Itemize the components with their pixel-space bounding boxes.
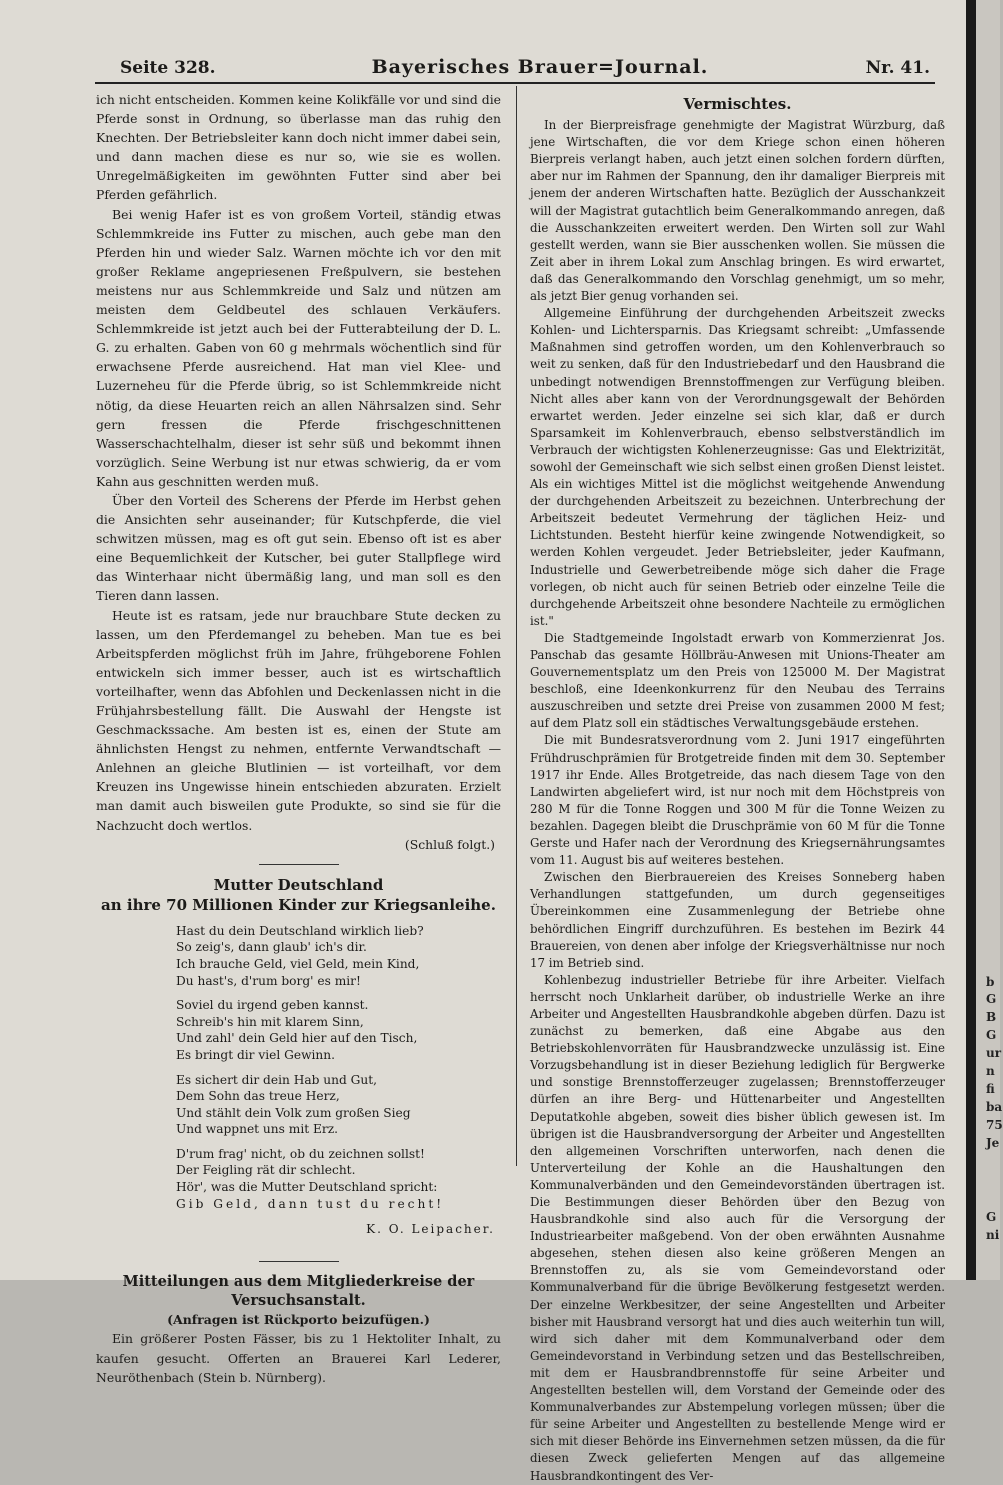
poem-line: Dem Sohn das treue Herz, [176,1089,340,1104]
poem-body [176,923,501,1213]
news-paragraph: In der Bierpreisfrage genehmigte der Magistrat Würzburg, daß jene Wirtschaften, die vor dem Kriege schon einen höheren Bierpreis verlangt haben, auch jetzt einen solchen fordern dürften, aber nur im Rahmen der Spannung, den ihr damaliger Bierpreis mit jenem der anderen Wirtschaften hatte. Bezüglich der Ausschankzeit will der Magistrat gutachtlich beim Generalkommando anregen, daß die Ausschankzeiten erweitert werden. Den Wirten soll zur Wahl gestellt werden, wann sie Bier ausschenken wollen. Sie müssen die Zeit aber in ihrem Lokal zum Anschlag bringen. Es wird erwartet, daß das Generalkommando den Vorschlag genehmigt, um so mehr, als jetzt Bier genug vorhanden sei. [530,118,945,304]
poem-line: Hör', was die Mutter Deutschland spricht: [176,1180,438,1195]
poem-line: Hast du dein Deutschland wirklich lieb? [176,923,424,938]
poem-line: D'rum frag' nicht, ob du zeichnen sollst! [176,1146,425,1161]
adjacent-page-fragment: G [986,992,997,1006]
poem-line: Und wappnet uns mit Erz. [176,1122,339,1137]
poem-author: K. O. Leipacher. [366,1222,495,1237]
poem-line: Es bringt dir viel Gewinn. [176,1047,335,1062]
right-column [530,90,945,1485]
adjacent-page-edge [976,0,1003,1280]
issue-number: Nr. 41. [865,58,930,78]
poem-line: Und stählt dein Volk zum großen Sieg [176,1105,411,1120]
section-divider [259,1261,339,1262]
article-paragraph: ich nicht entscheiden. Kommen keine Kolikfälle vor und sind die Pferde sonst in Ordnung, so überlasse man das ruhig den Knechten. Der Betriebsleiter kann doch nicht immer dabei sein, und dann machen diese es nur so, wie sie es wollen. Unregelmäßigkeiten im gewöhnten Futter sind aber bei Pferden gefährlich. [96,92,501,203]
news-paragraph: Die Stadtgemeinde Ingolstadt erwarb von Kommerzienrat Jos. Panschab das gesamte Höllbräu-Anwesen mit Unions-Theater am Gouvernementsplatz um den Preis von 125000 M. Der Magistrat beschloß, eine Ideenkonkurrenz für den Neubau des Terrains auszuschreiben und setzte drei Preise von zusammen 2000 M fest; auf dem Platz soll ein städtisches Verwaltungsgebäude erstehen. [530,630,945,731]
adjacent-page-fragment: fi [986,1082,995,1096]
news-paragraph: Kohlenbezug industrieller Betriebe für ihre Arbeiter. Vielfach herrscht noch Unklarheit darüber, ob industrielle Werke an ihre Arbeiter und Angestellten Hausbrandkohle abgeben dürfen. Dazu ist zunächst zu bemerken, daß eine Abgabe aus den Betriebskohlenvorräten für Hausbrandzwecke unzulässig ist. Eine Vorzugsbehandlung ist in dieser Beziehung lediglich für Bergwerke und sonstige Brennstofferzeuger zugelassen; Brennstofferzeuger dürfen an ihre Berg- und Hüttenarbeiter und Angestellten Deputatkohle abgeben, soweit dies bisher üblich gewesen ist. Im übrigen ist die Hausbrandversorgung der Arbeiter und Angestellten den allgemeinen Vorschriften unterworfen, nach denen die Unterverteilung der Kohle an die Haushaltungen den Kommunalverbänden und den Gemeindevorständen übertragen ist. Die Bestimmungen dieser Behörden über den Bezug von Hausbrandkohle sind also auch für die Versorgung der Industriearbeiter maßgebend. Von der oben erwähnten Ausnahme abgesehen, stehen diesen also keine größeren Mengen an Brennstoffen zu, als sie vom Gemeindevorstand oder Kommunalverband für die übrige Bevölkerung festgesetzt werden. Der einzelne Werkbesitzer, der seine Angestellten und Arbeiter bisher mit Hausbrand versorgt hat und dies auch weiterhin tun will, wird sich daher mit dem Kommunalverband oder dem Gemeindevorstand in Verbindung setzen und das Bestellschreiben, mit dem er Hausbrandbrennstoffe für seine Arbeiter und Angestellten bestellen will, dem Vorstand der Gemeinde oder des Kommunalverbandes zur Abstempelung vorlegen müssen; über die für seine Arbeiter und Angestellten zu bestellende Menge wird er sich mit dieser Behörde ins Einvernehmen setzen müssen, da die für diesen Zweck gelieferten Mengen auf das allgemeine Hausbrandkontingent des Ver- [530,972,945,1483]
poem-line: So zeig's, dann glaub' ich's dir. [176,940,367,955]
poem-title-line1: Mutter Deutschland [213,875,384,894]
adjacent-page-fragment: ur [986,1046,1002,1060]
header-rule [95,82,935,84]
adjacent-page-fragment: ba [986,1100,1003,1114]
adjacent-page-fragment: b [986,975,995,989]
poem-line: Soviel du irgend geben kannst. [176,998,369,1013]
members-section-subtitle: (Anfragen ist Rückporto beizufügen.) [167,1312,430,1328]
poem-line: Du hast's, d'rum borg' es mir! [176,973,361,988]
poem-line: Der Feigling rät dir schlecht. [176,1163,356,1178]
poem-line: Ich brauche Geld, viel Geld, mein Kind, [176,956,420,971]
poem-stanza [176,923,501,989]
news-paragraph: Zwischen den Bierbrauereien des Kreises Sonneberg haben Verhandlungen stattgefunden, um durch gegenseitiges Übereinkommen eine Zusammenlegung der Betriebe ohne behördlichen Eingriff durchzuführen. Es bestehen im Bezirk 44 Brauereien, von denen aber infolge der Kriegsverhältnisse nur noch 17 im Betrieb sind. [530,870,945,970]
section-title-vermischtes: Vermischtes. [683,95,792,113]
poem-title-line2: an ihre 70 Millionen Kinder zur Kriegsanleihe. [101,895,496,914]
poem-line: Gib Geld, dann tust du recht! [176,1196,445,1211]
adjacent-page-fragment: n [986,1064,995,1078]
article-paragraph: Über den Vorteil des Scherens der Pferde im Herbst gehen die Ansichten sehr auseinander; für Kutschpferde, die viel schwitzen müssen, mag es oft gut sein. Ebenso oft ist es aber eine Bequemlichkeit der Kutscher, bei guter Stallpflege wird das Winterhaar nicht übermäßig lang, und man soll es den Tieren dann lassen. [96,492,501,604]
page-number: Seite 328. [120,58,216,78]
poem-stanza [176,1072,501,1138]
article-paragraph: Bei wenig Hafer ist es von großem Vorteil, ständig etwas Schlemmkreide ins Futter zu mischen, auch gebe man den Pferden hin und wieder Salz. Warnen möchte ich vor den mit großer Reklame angepriesenen Freßpulvern, sie bestehen meistens nur aus Schlemmkreide und Salz und nützen am meisten dem Geldbeutel des schlauen Verkäufers. Schlemmkreide ist jetzt auch bei der Futterabteilung der D. L. G. zu erhalten. Gaben von 60 g mehrmals wöchentlich sind für erwachsene Pferde ausreichend. Hat man viel Klee- und Luzerneheu für die Pferde übrig, so ist Schlemmkreide nicht nötig, da diese Heuarten reich an allen Nährsalzen sind. Sehr gern fressen die Pferde frischgeschnittenen Wasserschachtelhalm, dieser ist sehr süß und bekommt ihnen vorzüglich. Seine Werbung ist nur etwas schwierig, da er vom Kahn aus geschnitten werden muß. [96,206,501,489]
members-section-title: Mitteilungen aus dem Mitgliederkreise der Versuchsanstalt. [122,1273,475,1310]
page-header [120,58,930,84]
adjacent-page-fragment: 75 [986,1118,1003,1132]
news-paragraph: Allgemeine Einführung der durchgehenden Arbeitszeit zwecks Kohlen- und Lichtersparnis. Das Kriegsamt schreibt: „Umfassende Maßnahmen sind getroffen worden, um den Kohlenverbrauch so weit zu senken, daß für den Industriebedarf und den Hausbrand die unbedingt notwendigen Brennstoffmengen zur Verfügung bleiben. Nicht alles aber kann von der Verordnungsgewalt der Behörden erwartet werden. Jeder einzelne sei sich klar, daß er durch Sparsamkeit im Kohlenverbrauch, ebenso selbstverständlich im Verbrauch der wichtigsten Kohlenerzeugnisse: Gas und Elektrizität, sowohl der Gemeinschaft wie sich selbst einen großen Dienst leistet. Als ein wichtiges Mittel ist die möglichst weitgehende Anwendung der durchgehenden Arbeitszeit zu bezeichnen. Unterbrechung der Arbeitszeit bedeutet Vermehrung der täglichen Heiz- und Lichtstunden. Besteht hierfür keine zwingende Notwendigkeit, so werden Kohlen vergeudet. Jeder Betriebsleiter, jeder Kaufmann, Industrielle und Gewerbetreibende möge sich daher die Frage vorlegen, ob nicht auch für seinen Betrieb oder einzelne Teile die durchgehende Arbeitszeit ohne besondere Nachteile zu ermöglichen ist." [530,306,945,628]
adjacent-page-fragment: B [986,1010,997,1024]
adjacent-page-fragment: G [986,1210,997,1224]
poem-title [96,875,501,915]
classified-ad: Ein größerer Posten Fässer, bis zu 1 Hektoliter Inhalt, zu kaufen gesucht. Offerten an Brauerei Karl Lederer, Neuröthenbach (Stein b. Nürnberg). [96,1331,501,1385]
poem-line: Es sichert dir dein Hab und Gut, [176,1072,377,1087]
left-column [96,90,501,1387]
continued-note: (Schluß folgt.) [404,836,495,852]
column-divider [516,86,517,1166]
journal-title: Bayerisches Brauer=Journal. [371,56,709,78]
adjacent-page-fragment: Je [986,1136,1000,1150]
poem-line: Und zahl' dein Geld hier auf den Tisch, [176,1031,418,1046]
adjacent-page-fragment: G [986,1028,997,1042]
article-paragraph: Heute ist es ratsam, jede nur brauchbare Stute decken zu lassen, um den Pferdemangel zu beheben. Man tue es bei Arbeitspferden möglichst früh im Jahre, frühgeborene Fohlen entwickeln sich immer besser, auch ist es wirtschaftlich vorteilhafter, wenn das Abfohlen und Deckenlassen nicht in die Frühjahrsbestellung fällt. Die Auswahl der Hengste ist Geschmackssache. Am besten ist es, einen der Stute am ähnlichsten Hengst zu nehmen, entfernte Verwandtschaft — Anlehnen an gleiche Blutlinien — ist vorteilhaft, vor dem Kreuzen ins Ungewisse hinein entschieden abzuraten. Erzielt man damit auch bisweilen gute Produkte, so sind sie für die Nachzucht doch wertlos. [96,607,501,833]
adjacent-page-fragment: ni [986,1228,1000,1242]
poem-stanza [176,997,501,1063]
poem-stanza [176,1146,501,1212]
poem-line: Schreib's hin mit klarem Sinn, [176,1014,364,1029]
section-divider [259,864,339,865]
news-paragraph: Die mit Bundesratsverordnung vom 2. Juni 1917 eingeführten Frühdruschprämien für Brotgetreide finden mit dem 30. September 1917 ihr Ende. Alles Brotgetreide, das nach diesem Tage von den Landwirten abgeliefert wird, ist nur noch mit dem Höchstpreis von 280 M für die Tonne Roggen und 300 M für die Tonne Weizen zu bezahlen. Dagegen bleibt die Druschprämie von 60 M für die Tonne Gerste und Hafer nach der Verordnung des Kriegsernährungsamtes vom 11. August bis auf weiteres bestehen. [530,733,945,868]
